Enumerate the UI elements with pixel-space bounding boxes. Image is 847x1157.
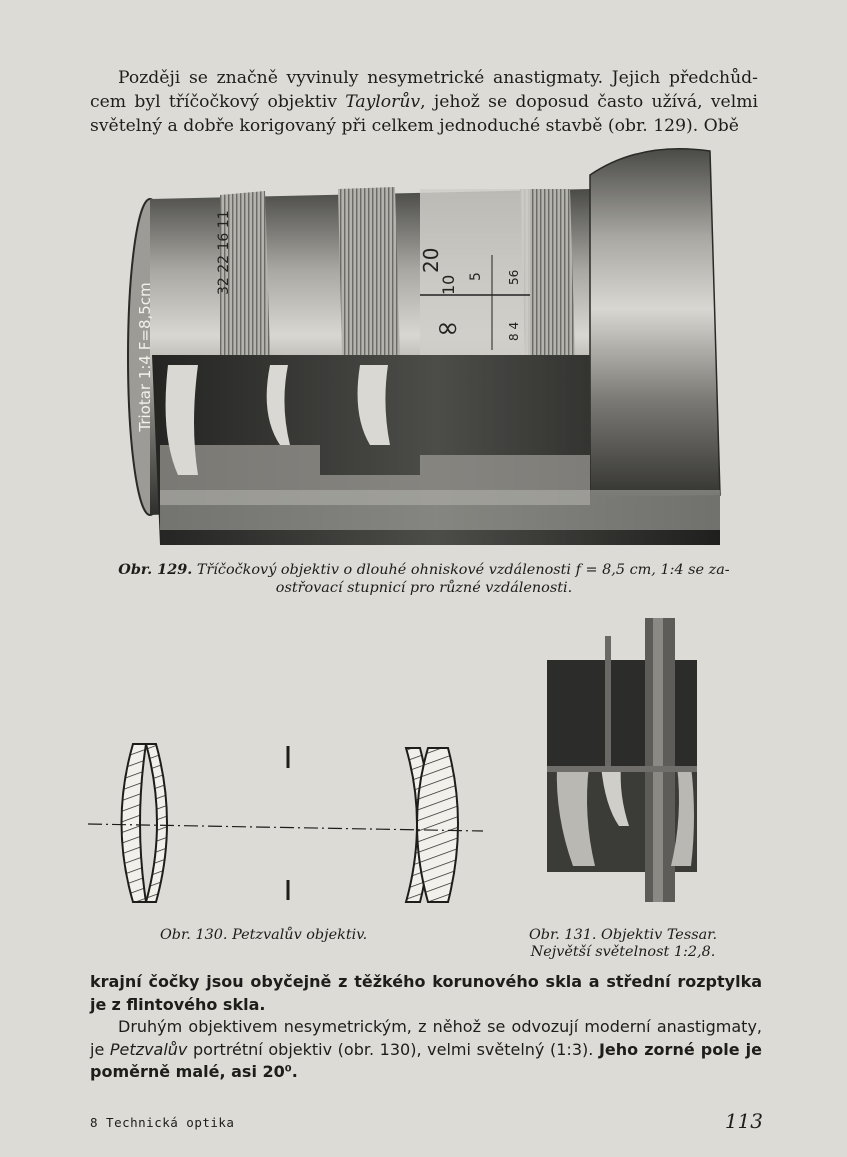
para-top-line2a: cem byl tříčočkový objektiv: [90, 92, 346, 112]
figure-130-petzval-diagram: [88, 738, 488, 908]
caption-131-line2: Největší světelnost 1:2,8.: [530, 944, 716, 960]
caption-figure-129: [90, 561, 758, 597]
para-bottom-line5: Jeho zorné pole je poměrně malé, asi 20⁰.: [90, 1039, 762, 1081]
para-bottom-line2: z flintového skla.: [111, 994, 266, 1014]
para-top-line2b: , jehož se doposud často užívá, velmi: [420, 92, 758, 112]
page-number: 113: [724, 1109, 763, 1133]
depth-scale-56: 56: [507, 269, 521, 285]
caption-131-line1: Obr. 131. Objektiv Tessar.: [528, 927, 718, 943]
footer-signature: 8 Technická optika: [90, 1115, 235, 1130]
para-bottom-emph-petzval: Petzvalův: [109, 1039, 188, 1059]
figure-131-tessar-photo: [545, 616, 697, 902]
distance-scale-5: 5: [468, 272, 484, 281]
distance-scale-infinity: ∞: [436, 311, 460, 344]
caption-129-prefix: Obr. 129.: [118, 561, 193, 578]
distance-scale-20: 20: [419, 247, 443, 273]
para-top-emph-taylor: Taylorův: [345, 92, 421, 112]
caption-129-text2: ostřovací stupnicí pro různé vzdálenosti.: [275, 580, 573, 596]
para-top-line3: světelný a dobře korigovaný při celkem jednoduché stavbě (obr. 129). Obě: [90, 116, 739, 136]
figure-129-triotar-lens: [120, 145, 726, 555]
caption-129-text: Tříčočkový objektiv o dlouhé ohniskové vzdálenosti f = 8,5 cm, 1:4 se za-: [196, 562, 730, 578]
depth-scale-84: 8 4: [507, 321, 521, 341]
para-bottom-line1: krajní čočky jsou obyčejně z těžkého korunového skla a střední rozptylka je: [90, 972, 762, 1014]
paragraph-bottom: [90, 971, 762, 1084]
paragraph-top: [90, 66, 758, 138]
para-bottom-line4b: portrétní objektiv (obr. 130), velmi světelný (1:3).: [187, 1039, 594, 1059]
para-bottom-line3: Druhým objektivem nesymetrickým, z něhož se odvozují moderní: [118, 1017, 651, 1036]
para-top-line1: Později se značně vyvinuly nesymetrické anastigmaty. Jejich předchůd-: [118, 68, 758, 88]
caption-figure-131: [488, 927, 758, 961]
caption-figure-130: Obr. 130. Petzvalův objektiv.: [160, 927, 368, 943]
lens-engraving: Triotar 1:4 F=8,5cm: [136, 282, 154, 432]
aperture-scale: 32 22 16 11: [216, 210, 232, 295]
para-bottom-line4a: anastigmaty, je: [90, 1017, 762, 1059]
distance-scale-10: 10: [439, 274, 458, 295]
